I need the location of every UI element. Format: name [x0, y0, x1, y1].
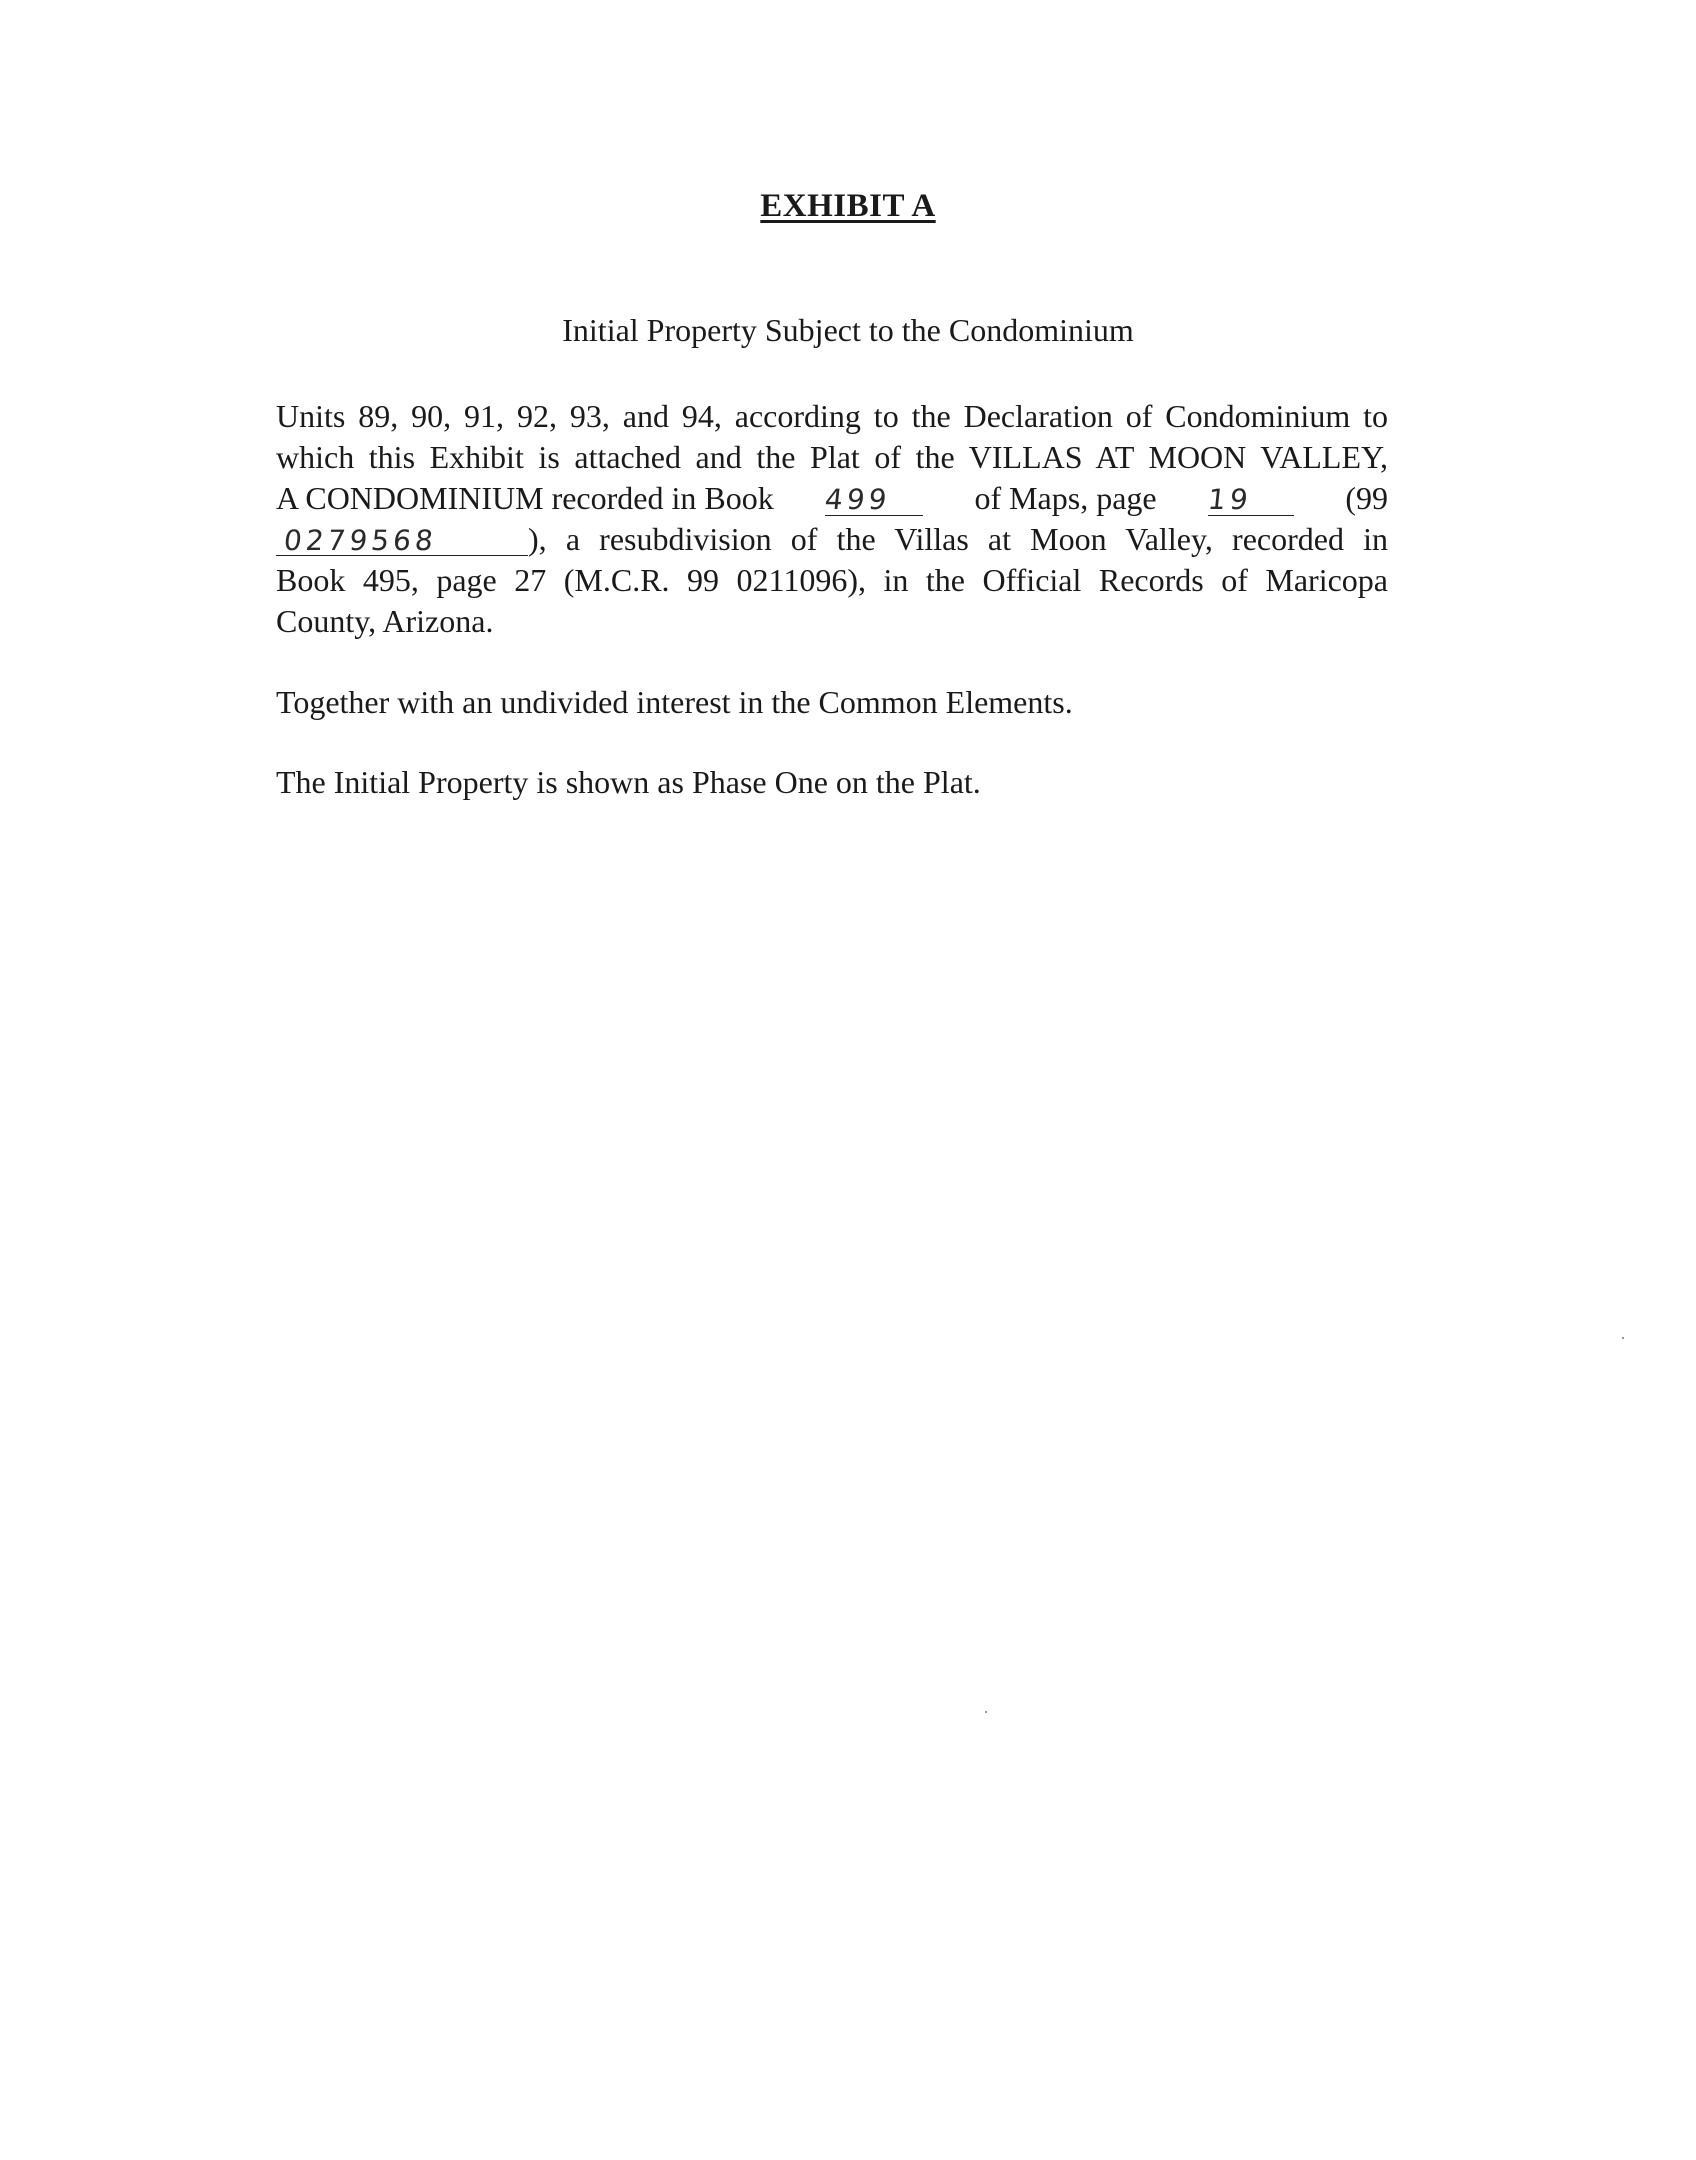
book-number-handwritten: 499: [823, 483, 893, 516]
paragraph-line: Units 89, 90, 91, 92, 93, and 94, according to the Declaration of Condominium to: [276, 398, 1388, 434]
exhibit-title: EXHIBIT A: [760, 188, 936, 224]
book-number-blank: [825, 483, 923, 516]
instrument-prefix: (99: [1345, 480, 1388, 516]
resubdivision-text: ), a resubdivision of the Villas at Moon Valley, recorded in: [528, 521, 1388, 557]
paragraph-line: which this Exhibit is attached and the Plat of the VILLAS AT MOON VALLEY,: [276, 439, 1388, 475]
exhibit-subtitle: Initial Property Subject to the Condominium: [562, 312, 1134, 348]
page-number-handwritten: 19: [1206, 483, 1254, 516]
instrument-number-handwritten: 0279568: [282, 524, 439, 557]
paragraph-line-book: [276, 478, 1388, 519]
maps-page-label: of Maps, page: [974, 480, 1157, 516]
phase-one-paragraph: The Initial Property is shown as Phase One on the Plat.: [276, 764, 981, 800]
book-label: A CONDOMINIUM recorded in Book: [276, 480, 774, 516]
paragraph-line-instrument: [276, 519, 1388, 560]
paragraph-line: Book 495, page 27 (M.C.R. 99 0211096), in the Official Records of Maricopa: [276, 562, 1388, 598]
common-elements-paragraph: Together with an undivided interest in the Common Elements.: [276, 684, 1073, 720]
scan-speck: [1622, 1337, 1624, 1339]
page-number-blank: [1208, 483, 1294, 516]
scan-speck: [985, 1711, 987, 1713]
paragraph-line: County, Arizona.: [276, 603, 494, 639]
property-description-paragraph: [276, 396, 1388, 642]
instrument-number-blank: [276, 524, 528, 556]
